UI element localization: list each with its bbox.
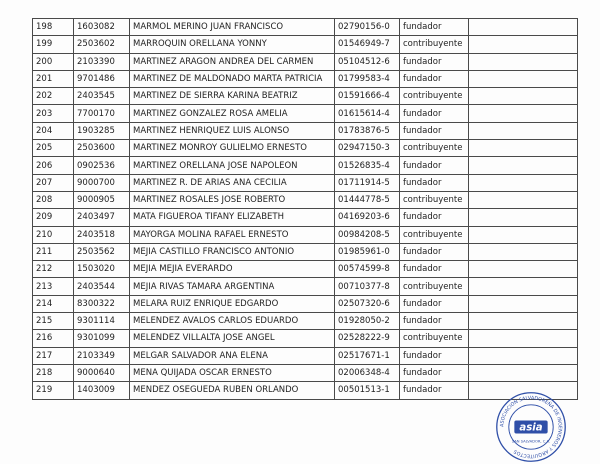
member-name-cell: MENDEZ OSEGUEDA RUBEN ORLANDO — [130, 382, 335, 399]
member-table-body — [33, 19, 578, 400]
member-code-cell: 1603082 — [74, 19, 130, 36]
table-row — [33, 330, 578, 347]
association-seal-stamp — [494, 390, 568, 464]
member-name-cell: MEJIA CASTILLO FRANCISCO ANTONIO — [130, 243, 335, 260]
member-name-cell: MELENDEZ VILLALTA JOSE ANGEL — [130, 330, 335, 347]
member-name-cell: MATA FIGUEROA TIFANY ELIZABETH — [130, 209, 335, 226]
document-id-cell: 00501513-1 — [335, 382, 400, 399]
table-row — [33, 209, 578, 226]
document-id-cell: 01591666-4 — [335, 88, 400, 105]
document-id-cell: 01711914-5 — [335, 174, 400, 191]
document-id-cell: 02517671-1 — [335, 347, 400, 364]
row-number-cell: 202 — [33, 88, 74, 105]
document-id-cell: 02528222-9 — [335, 330, 400, 347]
member-name-cell: MEJIA MEJIA EVERARDO — [130, 261, 335, 278]
member-code-cell: 2403518 — [74, 226, 130, 243]
document-id-cell: 01546949-7 — [335, 36, 400, 53]
document-id-cell: 02006348-4 — [335, 364, 400, 381]
member-code-cell: 9701486 — [74, 70, 130, 87]
member-code-cell: 2503600 — [74, 140, 130, 157]
blank-cell — [469, 122, 578, 139]
member-code-cell: 9301099 — [74, 330, 130, 347]
member-type-cell: contribuyente — [400, 88, 469, 105]
blank-cell — [469, 105, 578, 122]
table-row — [33, 261, 578, 278]
table-row — [33, 105, 578, 122]
row-number-cell: 214 — [33, 295, 74, 312]
table-row — [33, 295, 578, 312]
member-type-cell: fundador — [400, 261, 469, 278]
blank-cell — [469, 364, 578, 381]
blank-cell — [469, 88, 578, 105]
table-row — [33, 53, 578, 70]
row-number-cell: 203 — [33, 105, 74, 122]
member-name-cell: MARROQUIN ORELLANA YONNY — [130, 36, 335, 53]
row-number-cell: 209 — [33, 209, 74, 226]
member-code-cell: 2503562 — [74, 243, 130, 260]
member-table — [32, 18, 578, 400]
member-name-cell: MELARA RUIZ ENRIQUE EDGARDO — [130, 295, 335, 312]
member-code-cell: 2103349 — [74, 347, 130, 364]
document-id-cell: 01526835-4 — [335, 157, 400, 174]
member-code-cell: 2503602 — [74, 36, 130, 53]
document-id-cell: 05104512-6 — [335, 53, 400, 70]
member-type-cell: fundador — [400, 364, 469, 381]
table-row — [33, 278, 578, 295]
blank-cell — [469, 53, 578, 70]
seal-logo-text: asia — [519, 422, 543, 434]
blank-cell — [469, 157, 578, 174]
document-id-cell: 04169203-6 — [335, 209, 400, 226]
member-code-cell: 1903285 — [74, 122, 130, 139]
table-row — [33, 122, 578, 139]
blank-cell — [469, 174, 578, 191]
member-type-cell: fundador — [400, 122, 469, 139]
row-number-cell: 212 — [33, 261, 74, 278]
document-id-cell: 00984208-5 — [335, 226, 400, 243]
member-code-cell: 9000905 — [74, 191, 130, 208]
member-name-cell: MARTINEZ ROSALES JOSE ROBERTO — [130, 191, 335, 208]
row-number-cell: 204 — [33, 122, 74, 139]
row-number-cell: 217 — [33, 347, 74, 364]
member-type-cell: fundador — [400, 295, 469, 312]
blank-cell — [469, 330, 578, 347]
member-code-cell: 1503020 — [74, 261, 130, 278]
member-code-cell: 2403545 — [74, 88, 130, 105]
document-id-cell: 02947150-3 — [335, 140, 400, 157]
row-number-cell: 200 — [33, 53, 74, 70]
member-code-cell: 7700170 — [74, 105, 130, 122]
member-name-cell: MARTINEZ DE SIERRA KARINA BEATRIZ — [130, 88, 335, 105]
row-number-cell: 216 — [33, 330, 74, 347]
document-id-cell: 01928050-2 — [335, 313, 400, 330]
row-number-cell: 213 — [33, 278, 74, 295]
document-id-cell: 02507320-6 — [335, 295, 400, 312]
blank-cell — [469, 226, 578, 243]
member-type-cell: contribuyente — [400, 278, 469, 295]
blank-cell — [469, 19, 578, 36]
document-id-cell: 01799583-4 — [335, 70, 400, 87]
blank-cell — [469, 140, 578, 157]
table-row — [33, 140, 578, 157]
member-code-cell: 2403497 — [74, 209, 130, 226]
blank-cell — [469, 313, 578, 330]
table-row — [33, 157, 578, 174]
blank-cell — [469, 209, 578, 226]
row-number-cell: 208 — [33, 191, 74, 208]
member-type-cell: fundador — [400, 313, 469, 330]
member-name-cell: MARTINEZ R. DE ARIAS ANA CECILIA — [130, 174, 335, 191]
member-type-cell: fundador — [400, 243, 469, 260]
seal-location-text: SAN SALVADOR, C.A. — [511, 439, 551, 444]
member-name-cell: MARTINEZ DE MALDONADO MARTA PATRICIA — [130, 70, 335, 87]
member-type-cell: contribuyente — [400, 191, 469, 208]
member-code-cell: 2103390 — [74, 53, 130, 70]
document-id-cell: 01444778-5 — [335, 191, 400, 208]
member-type-cell: fundador — [400, 53, 469, 70]
table-row — [33, 174, 578, 191]
table-row — [33, 243, 578, 260]
blank-cell — [469, 36, 578, 53]
document-id-cell: 01615614-4 — [335, 105, 400, 122]
document-id-cell: 01985961-0 — [335, 243, 400, 260]
member-type-cell: fundador — [400, 19, 469, 36]
member-type-cell: fundador — [400, 209, 469, 226]
row-number-cell: 211 — [33, 243, 74, 260]
blank-cell — [469, 347, 578, 364]
member-name-cell: MAYORGA MOLINA RAFAEL ERNESTO — [130, 226, 335, 243]
row-number-cell: 198 — [33, 19, 74, 36]
member-type-cell: fundador — [400, 157, 469, 174]
member-type-cell: contribuyente — [400, 36, 469, 53]
document-id-cell: 02790156-0 — [335, 19, 400, 36]
table-row — [33, 347, 578, 364]
member-code-cell: 0902536 — [74, 157, 130, 174]
member-type-cell: fundador — [400, 105, 469, 122]
row-number-cell: 218 — [33, 364, 74, 381]
member-code-cell: 2403544 — [74, 278, 130, 295]
table-row — [33, 313, 578, 330]
row-number-cell: 205 — [33, 140, 74, 157]
member-code-cell: 8300322 — [74, 295, 130, 312]
seal-ring-text: ASOCIACION SALVADOREÑA DE INGENIEROS Y ARQUITECTOS — [500, 396, 562, 458]
member-type-cell: fundador — [400, 382, 469, 399]
member-name-cell: MELENDEZ AVALOS CARLOS EDUARDO — [130, 313, 335, 330]
document-id-cell: 00574599-8 — [335, 261, 400, 278]
member-type-cell: contribuyente — [400, 226, 469, 243]
row-number-cell: 206 — [33, 157, 74, 174]
document-id-cell: 01783876-5 — [335, 122, 400, 139]
blank-cell — [469, 243, 578, 260]
blank-cell — [469, 191, 578, 208]
table-row — [33, 70, 578, 87]
member-name-cell: MARTINEZ ORELLANA JOSE NAPOLEON — [130, 157, 335, 174]
member-type-cell: contribuyente — [400, 140, 469, 157]
member-name-cell: MARTINEZ GONZALEZ ROSA AMELIA — [130, 105, 335, 122]
member-code-cell: 1403009 — [74, 382, 130, 399]
member-name-cell: MELGAR SALVADOR ANA ELENA — [130, 347, 335, 364]
document-id-cell: 00710377-8 — [335, 278, 400, 295]
blank-cell — [469, 295, 578, 312]
row-number-cell: 207 — [33, 174, 74, 191]
member-code-cell: 9301114 — [74, 313, 130, 330]
table-row — [33, 191, 578, 208]
member-name-cell: MARMOL MERINO JUAN FRANCISCO — [130, 19, 335, 36]
row-number-cell: 219 — [33, 382, 74, 399]
table-row — [33, 19, 578, 36]
table-row — [33, 364, 578, 381]
member-code-cell: 9000640 — [74, 364, 130, 381]
blank-cell — [469, 70, 578, 87]
table-row — [33, 226, 578, 243]
member-name-cell: MARTINEZ HENRIQUEZ LUIS ALONSO — [130, 122, 335, 139]
row-number-cell: 199 — [33, 36, 74, 53]
member-code-cell: 9000700 — [74, 174, 130, 191]
row-number-cell: 215 — [33, 313, 74, 330]
table-row — [33, 36, 578, 53]
member-name-cell: MENA QUIJADA OSCAR ERNESTO — [130, 364, 335, 381]
member-type-cell: fundador — [400, 70, 469, 87]
member-name-cell: MARTINEZ MONROY GULIELMO ERNESTO — [130, 140, 335, 157]
row-number-cell: 201 — [33, 70, 74, 87]
member-name-cell: MEJIA RIVAS TAMARA ARGENTINA — [130, 278, 335, 295]
member-type-cell: fundador — [400, 347, 469, 364]
blank-cell — [469, 278, 578, 295]
member-type-cell: fundador — [400, 174, 469, 191]
blank-cell — [469, 261, 578, 278]
row-number-cell: 210 — [33, 226, 74, 243]
member-type-cell: contribuyente — [400, 330, 469, 347]
member-name-cell: MARTINEZ ARAGON ANDREA DEL CARMEN — [130, 53, 335, 70]
table-row — [33, 88, 578, 105]
